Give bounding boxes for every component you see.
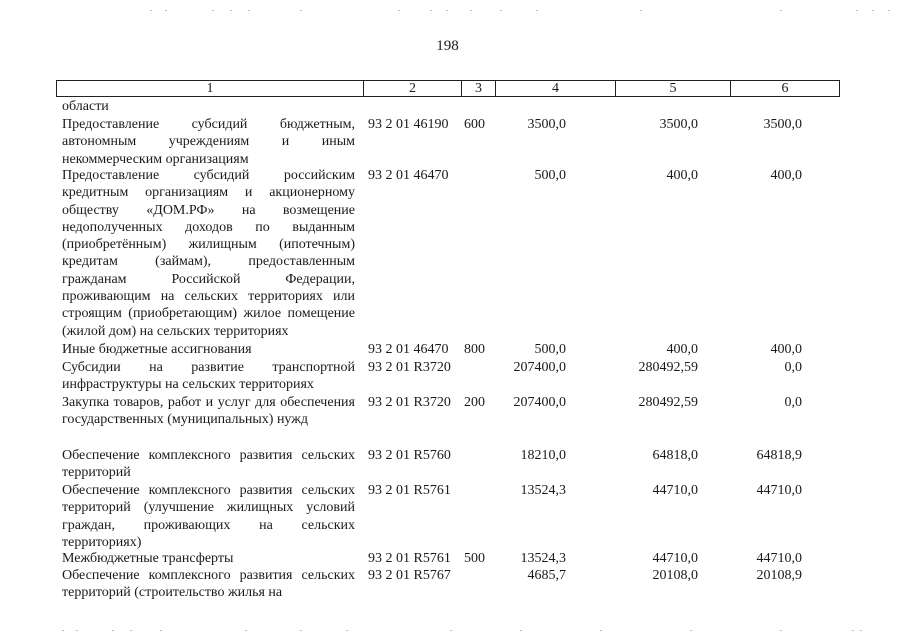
scan-noise-bottom — [0, 630, 905, 634]
row-value-5: 20108,0 — [652, 568, 698, 583]
row-value-5: 44710,0 — [652, 551, 698, 566]
row-name: Предоставление субсидий бюджетным, автономным учреждениям и иным некоммерческим организациям — [62, 117, 355, 167]
row-code: 93 2 01 R5761 — [368, 551, 451, 566]
row-value-4: 3500,0 — [527, 117, 566, 132]
row-code: 93 2 01 R5761 — [368, 483, 451, 498]
row-value-5: 280492,59 — [638, 395, 698, 410]
table-header — [56, 80, 840, 97]
row-code: 93 2 01 R3720 — [368, 360, 451, 375]
row-name: Обеспечение комплексного развития сельских территорий (строительство жилья на — [62, 568, 355, 601]
row-name: Обеспечение комплексного развития сельских территорий (улучшение жилищных условий граждан, проживающих на сельских территориях) — [62, 483, 355, 550]
header-col-5: 5 — [615, 81, 730, 96]
header-col-6: 6 — [730, 81, 839, 96]
row-value-4: 207400,0 — [513, 360, 566, 375]
row-code: 93 2 01 46470 — [368, 168, 449, 183]
row-value-6: 3500,0 — [763, 117, 802, 132]
row-value-4: 13524,3 — [520, 551, 566, 566]
row-name: Закупка товаров, работ и услуг для обеспечения государственных (муниципальных) нужд — [62, 395, 355, 428]
row-value-5: 400,0 — [666, 342, 698, 357]
row-value-6: 44710,0 — [756, 551, 802, 566]
row-type: 800 — [464, 342, 485, 357]
row-name: Обеспечение комплексного развития сельских территорий — [62, 448, 355, 481]
row-value-5: 64818,0 — [652, 448, 698, 463]
row-type: 600 — [464, 117, 485, 132]
row-value-6: 0,0 — [784, 360, 802, 375]
header-col-2: 2 — [363, 81, 461, 96]
row-value-6: 64818,9 — [756, 448, 802, 463]
row-value-6: 400,0 — [770, 168, 802, 183]
row-value-6: 20108,9 — [756, 568, 802, 583]
row-value-5: 44710,0 — [652, 483, 698, 498]
row-value-4: 500,0 — [534, 342, 566, 357]
row-value-4: 207400,0 — [513, 395, 566, 410]
row-name: Межбюджетные трансферты — [62, 551, 234, 566]
scan-noise-top — [0, 10, 905, 14]
row-value-4: 500,0 — [534, 168, 566, 183]
header-col-3: 3 — [461, 81, 495, 96]
row-value-4: 13524,3 — [520, 483, 566, 498]
row-value-6: 400,0 — [770, 342, 802, 357]
row-code: 93 2 01 R5767 — [368, 568, 451, 583]
row-code: 93 2 01 46190 — [368, 117, 449, 132]
row-name: Субсидии на развитие транспортной инфраструктуры на сельских территориях — [62, 360, 355, 393]
header-col-1: 1 — [206, 81, 214, 96]
row-name: Иные бюджетные ассигнования — [62, 342, 252, 357]
row-value-5: 280492,59 — [638, 360, 698, 375]
row-value-6: 0,0 — [784, 395, 802, 410]
row-value-4: 4685,7 — [527, 568, 566, 583]
row-value-6: 44710,0 — [756, 483, 802, 498]
row-code: 93 2 01 R5760 — [368, 448, 451, 463]
row-value-5: 400,0 — [666, 168, 698, 183]
row-type: 500 — [464, 551, 485, 566]
row-code: 93 2 01 R3720 — [368, 395, 451, 410]
row-value-5: 3500,0 — [659, 117, 698, 132]
row-name: области — [62, 99, 109, 114]
header-col-4: 4 — [495, 81, 615, 96]
row-name: Предоставление субсидий российским кредитным организациям и акционерному обществу «ДОМ.РФ» на возмещение недополученных доходов по выданным (приобретённым) жилищным (ипотечным) кредитам (займам), предоставленным гражданам Российской Федерации, проживающим на сельских территориях или строящим (приобретающим) жилое помещение (жилой дом) на сельских территориях — [62, 168, 355, 339]
row-type: 200 — [464, 395, 485, 410]
page-number: 198 — [436, 38, 459, 54]
row-value-4: 18210,0 — [520, 448, 566, 463]
row-code: 93 2 01 46470 — [368, 342, 449, 357]
